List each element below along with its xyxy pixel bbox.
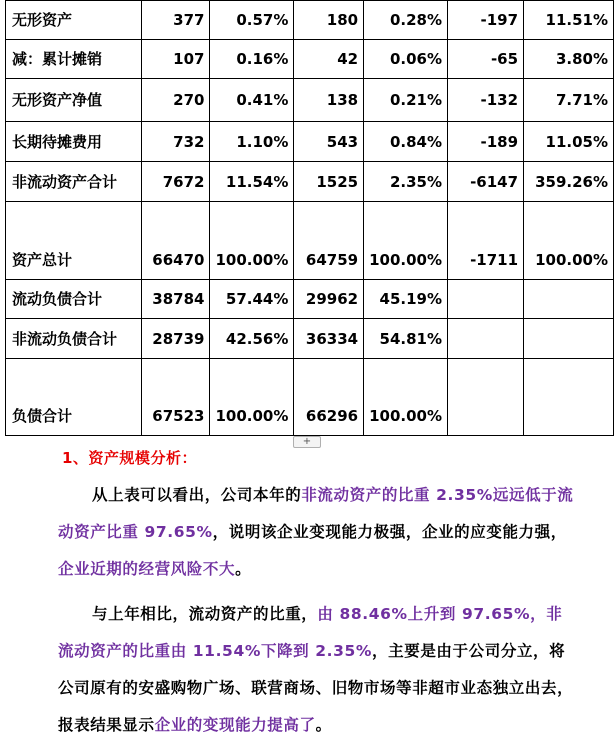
previous-value: 138 — [294, 79, 364, 122]
current-value: 38784 — [142, 280, 210, 319]
para2-text-2: ，主要是由于公司分立，将公司原有的安盛购物广场、联营商场、旧物市场等非超市业态独立出去，报表结果显示 — [58, 642, 574, 734]
previous-value: 42 — [294, 40, 364, 79]
balance-sheet-table — [5, 0, 614, 436]
current-value: 67523 — [142, 359, 210, 436]
change-value — [448, 359, 524, 436]
change-value: -6147 — [448, 162, 524, 202]
change-value — [448, 319, 524, 359]
current-percent: 0.16% — [210, 40, 294, 79]
cell-text: 100.00% — [215, 407, 289, 425]
previous-value: 1525 — [294, 162, 364, 202]
table-row — [6, 122, 614, 162]
row-label: 无形资产净值 — [6, 79, 142, 122]
change-percent: 11.51% — [524, 1, 614, 40]
para1-text-3: 。 — [235, 560, 252, 578]
previous-percent: 0.06% — [364, 40, 448, 79]
current-value: 270 — [142, 79, 210, 122]
analysis-paragraph-2 — [58, 596, 578, 744]
row-label: 无形资产 — [6, 1, 142, 40]
change-value: -189 — [448, 122, 524, 162]
analysis-paragraph-1 — [58, 477, 578, 588]
previous-percent: 2.35% — [364, 162, 448, 202]
table-row — [6, 162, 614, 202]
row-label: 减：累计摊销 — [6, 40, 142, 79]
previous-percent: 0.21% — [364, 79, 448, 122]
current-value: 28739 — [142, 319, 210, 359]
change-percent: 7.71% — [524, 79, 614, 122]
change-percent: 11.05% — [524, 122, 614, 162]
current-percent: 57.44% — [210, 280, 294, 319]
para2-highlight-1: 由 88.46%上升到 97.65%，非流动资产的比重由 11.54%下降到 2.35% — [58, 605, 563, 660]
change-percent: 3.80% — [524, 40, 614, 79]
previous-value: 64759 — [294, 202, 364, 280]
para1-text-2: ，说明该企业变现能力极强，企业的应变能力强， — [212, 523, 567, 541]
table-row — [6, 280, 614, 319]
previous-value: 543 — [294, 122, 364, 162]
row-label: 长期待摊费用 — [6, 122, 142, 162]
current-percent — [210, 202, 294, 280]
row-label: 负债合计 — [6, 359, 142, 436]
current-percent: 0.57% — [210, 1, 294, 40]
current-percent: 42.56% — [210, 319, 294, 359]
current-value: 732 — [142, 122, 210, 162]
change-percent: 100.00% — [524, 202, 614, 280]
previous-value: 66296 — [294, 359, 364, 436]
change-percent — [524, 280, 614, 319]
current-value: 107 — [142, 40, 210, 79]
previous-percent — [364, 202, 448, 280]
change-value: -1711 — [448, 202, 524, 280]
previous-percent — [364, 359, 448, 436]
table-row — [6, 1, 614, 40]
para1-highlight-2: 企业近期的经营风险不大 — [58, 560, 236, 578]
previous-percent: 0.84% — [364, 122, 448, 162]
current-value: 377 — [142, 1, 210, 40]
change-value: -65 — [448, 40, 524, 79]
change-percent — [524, 359, 614, 436]
change-value: -197 — [448, 1, 524, 40]
previous-percent: 0.28% — [364, 1, 448, 40]
table-row — [6, 40, 614, 79]
para2-text-1: 与上年相比，流动资产的比重， — [92, 605, 318, 623]
table-row — [6, 319, 614, 359]
table-add-row-handle[interactable]: + — [293, 436, 321, 448]
previous-value: 29962 — [294, 280, 364, 319]
previous-percent: 45.19% — [364, 280, 448, 319]
change-percent: 359.26% — [524, 162, 614, 202]
row-label: 非流动负债合计 — [6, 319, 142, 359]
current-percent: 1.10% — [210, 122, 294, 162]
previous-value: 180 — [294, 1, 364, 40]
current-percent — [210, 359, 294, 436]
row-label: 非流动资产合计 — [6, 162, 142, 202]
change-value: -132 — [448, 79, 524, 122]
row-label: 资产总计 — [6, 202, 142, 280]
current-percent: 0.41% — [210, 79, 294, 122]
change-percent — [524, 319, 614, 359]
current-value: 7672 — [142, 162, 210, 202]
para1-highlight-1: 非流动资产的比重 2.35%远远低于流动资产比重 97.65% — [58, 486, 574, 541]
table-row — [6, 79, 614, 122]
para2-text-3: 。 — [315, 716, 332, 734]
table-row — [6, 202, 614, 280]
row-label: 流动负债合计 — [6, 280, 142, 319]
current-value: 66470 — [142, 202, 210, 280]
section-heading: 1、资产规模分析： — [62, 449, 197, 467]
para2-highlight-2: 企业的变现能力提高了 — [154, 716, 316, 734]
change-value — [448, 280, 524, 319]
previous-value: 36334 — [294, 319, 364, 359]
cell-text: 100.00% — [215, 251, 289, 269]
cell-text: 100.00% — [369, 251, 443, 269]
para1-text-1: 从上表可以看出，公司本年的 — [92, 486, 302, 504]
previous-percent: 54.81% — [364, 319, 448, 359]
current-percent: 11.54% — [210, 162, 294, 202]
cell-text: 100.00% — [369, 407, 443, 425]
table-row — [6, 359, 614, 436]
